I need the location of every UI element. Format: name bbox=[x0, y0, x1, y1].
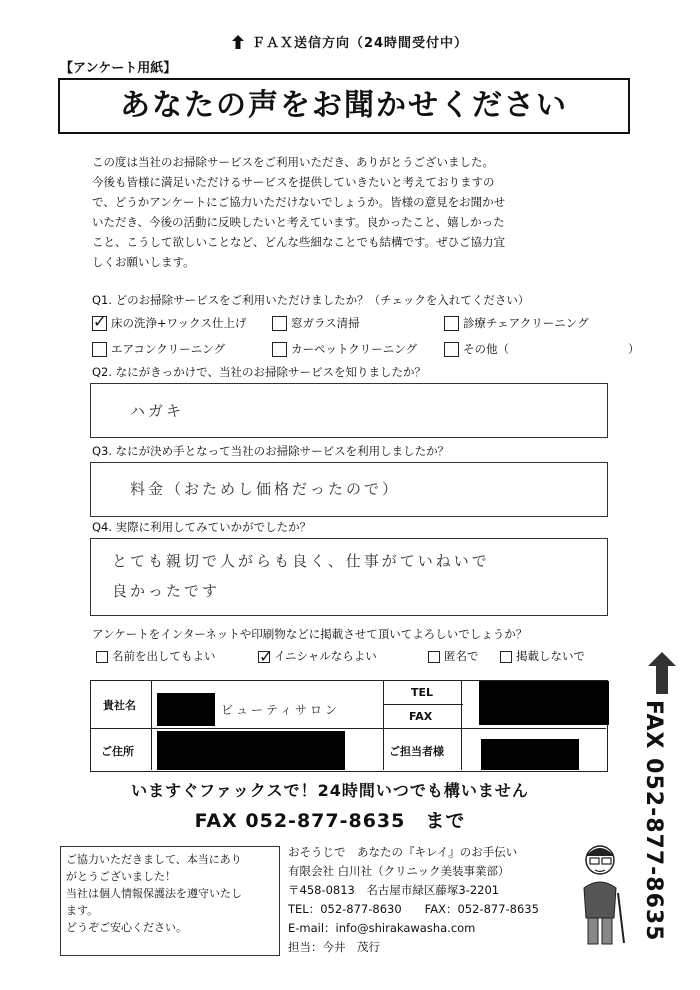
q1-other-close: ） bbox=[628, 342, 640, 356]
side-fax-text: FAX 052-877-8635 bbox=[641, 700, 666, 942]
publish-option-none[interactable] bbox=[500, 648, 585, 664]
q2-answer: ハガキ bbox=[130, 402, 185, 420]
checkbox[interactable] bbox=[272, 342, 287, 357]
q4-answer-line: とても親切で人がらも良く、仕事がていねいで bbox=[112, 552, 490, 570]
publish-option-name[interactable] bbox=[96, 648, 216, 664]
tel-label: TEL bbox=[411, 686, 434, 699]
notice-line: ます。 bbox=[66, 904, 99, 917]
intro-text bbox=[92, 152, 612, 272]
company-line: TEL：052-877-8630 FAX：052-877-8635 bbox=[288, 902, 539, 916]
notice-line: ご協力いただきまして、本当にあり bbox=[66, 853, 242, 866]
checkbox[interactable] bbox=[92, 316, 107, 331]
checkbox[interactable] bbox=[500, 651, 512, 663]
checkbox[interactable] bbox=[428, 651, 440, 663]
up-arrow-icon bbox=[648, 652, 676, 694]
staff-illustration-icon bbox=[570, 838, 632, 950]
publish-option-initial[interactable] bbox=[258, 648, 377, 664]
cta-fax-number: FAX 052-877-8635 まで bbox=[194, 810, 466, 832]
intro-line: こと、こうして欲しいことなど、どんな些細なことでも結構です。ぜひご協力宜 bbox=[92, 235, 506, 249]
privacy-notice bbox=[60, 846, 280, 956]
checkbox[interactable] bbox=[444, 316, 459, 331]
publish-option-anonymous[interactable] bbox=[428, 648, 479, 664]
q3-question: Q3. なにが決め手となって当社のお掃除サービスを利用しましたか？ bbox=[92, 444, 450, 458]
publish-question: アンケートをインターネットや印刷物などに掲載させて頂いてよろしいでしょうか？ bbox=[92, 627, 528, 641]
company-line: 有限会社 白川社（クリニック美装事業部） bbox=[288, 864, 510, 878]
fax-direction bbox=[0, 32, 700, 51]
option-label: 床の洗浄+ワックス仕上げ bbox=[111, 316, 247, 330]
contact-info-table bbox=[90, 680, 608, 772]
checkbox[interactable] bbox=[444, 342, 459, 357]
option-label: エアコンクリーニング bbox=[111, 342, 225, 356]
checkbox[interactable] bbox=[258, 651, 270, 663]
up-arrow-icon bbox=[232, 35, 244, 49]
q1-option-other[interactable] bbox=[444, 341, 509, 357]
q1-option-floor[interactable] bbox=[92, 315, 246, 331]
q1-option-aircon[interactable] bbox=[92, 341, 225, 357]
form-tag: 【アンケート用紙】 bbox=[60, 61, 177, 76]
q1-option-chair[interactable] bbox=[444, 315, 589, 331]
redacted-company bbox=[157, 693, 215, 726]
checkbox[interactable] bbox=[96, 651, 108, 663]
company-label: 貴社名 bbox=[103, 699, 136, 712]
q4-answer-line: 良かったです bbox=[112, 582, 221, 600]
intro-line: しくお願いします。 bbox=[92, 255, 195, 269]
redacted-address bbox=[157, 731, 345, 770]
q1-option-carpet[interactable] bbox=[272, 341, 417, 357]
intro-line: で、どうかアンケートにご協力いただけないでしょうか。皆様の意見をお聞かせ bbox=[92, 195, 506, 209]
address-label: ご住所 bbox=[101, 745, 134, 758]
intro-line: いただき、今後の活動に反映したいと考えています。良かったこと、嬉しかった bbox=[92, 215, 505, 229]
option-label: 名前を出してもよい bbox=[112, 649, 216, 663]
notice-line: がとうございました！ bbox=[66, 870, 176, 883]
company-line: おそうじで あなたの『キレイ』のお手伝い bbox=[288, 845, 518, 859]
contact-person-label: ご担当者様 bbox=[389, 745, 444, 758]
q4-question: Q4. 実際に利用してみていかがでしたか？ bbox=[92, 520, 312, 534]
option-label: 窓ガラス清掃 bbox=[291, 316, 360, 330]
checkbox[interactable] bbox=[92, 342, 107, 357]
q2-question: Q2. なにがきっかけで、当社のお掃除サービスを知りましたか？ bbox=[92, 365, 426, 379]
company-line[interactable]: E-mail：info@shirakawasha.com bbox=[288, 921, 476, 935]
intro-line: 今後も皆様に満足いただけるサービスを提供していきたいと考えておりますの bbox=[92, 175, 495, 189]
cta-line1: いますぐファックスで！24時間いつでも構いません bbox=[131, 781, 529, 800]
redacted-contact-person bbox=[481, 739, 579, 770]
option-label: 掲載しないで bbox=[516, 649, 585, 663]
option-label: 診療チェアクリーニング bbox=[463, 316, 589, 330]
company-handwritten: ビューティサロン bbox=[221, 703, 341, 717]
side-fax-number bbox=[640, 700, 680, 940]
company-line: 〒458-0813 名古屋市緑区藤塚3-2201 bbox=[288, 883, 500, 897]
option-label: イニシャルならよい bbox=[274, 649, 377, 663]
page-title: あなたの声をお聞かせください bbox=[58, 78, 630, 134]
fax-direction-text: ＦＡＸ送信方向（24時間受付中） bbox=[251, 36, 469, 51]
q3-answer: 料金（おためし価格だったので） bbox=[130, 480, 401, 498]
q1-option-window[interactable] bbox=[272, 315, 360, 331]
company-line: 担当：今井 茂行 bbox=[288, 940, 380, 954]
company-info bbox=[288, 843, 578, 957]
redacted-tel-fax bbox=[479, 681, 609, 725]
notice-line: どうぞご安心ください。 bbox=[66, 921, 187, 934]
intro-line: この度は当社のお掃除サービスをご利用いただき、ありがとうございました。 bbox=[92, 155, 495, 169]
option-label: 匿名で bbox=[444, 649, 479, 663]
q1-question: Q1. どのお掃除サービスをご利用いただけましたか？（チェックを入れてください） bbox=[92, 293, 530, 307]
notice-line: 当社は個人情報保護法を遵守いたし bbox=[66, 887, 242, 900]
option-label: カーペットクリーニング bbox=[291, 342, 418, 356]
checkbox[interactable] bbox=[272, 316, 287, 331]
option-label: その他（ bbox=[463, 342, 509, 356]
fax-label: FAX bbox=[409, 710, 433, 723]
